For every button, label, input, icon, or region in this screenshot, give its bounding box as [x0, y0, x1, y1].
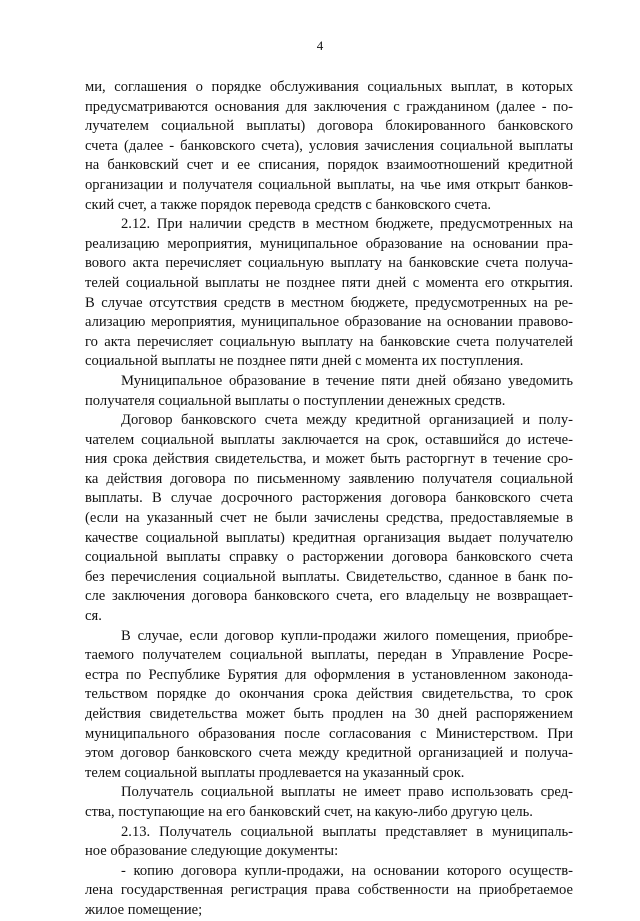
text-line: В случае, если договор купли-продажи жилого помещения, приобре- — [121, 627, 573, 644]
text-line: организации и получателя социальной выплаты, на чье имя открыт банков- — [85, 176, 573, 193]
text-line: предусматриваются основания для заключения с гражданином (далее - по- — [85, 98, 573, 115]
text-line: 2.12. При наличии средств в местном бюджете, предусмотренных на — [121, 216, 573, 233]
text-line: выплаты. В случае досрочного расторжения договора банковского счета — [85, 490, 573, 507]
text-line: этом договор банковского счета между кредитной организацией и получа- — [85, 745, 573, 762]
text-line: лучателем социальной выплаты) договора блокированного банковского — [85, 118, 573, 135]
text-line: социальной выплаты не позднее пяти дней с момента их поступления. — [85, 353, 524, 370]
text-line: го акта перечисляет социальную выплату на банковские счета получателей — [85, 333, 573, 350]
text-line: ка действия договора по письменному заявлению получателя социальной — [85, 470, 573, 487]
text-line: реализацию мероприятия, муниципальное образование на основании пра- — [85, 235, 573, 252]
text-line: естра по Республике Бурятия для оформления в установленном законода- — [85, 666, 573, 683]
text-line: муниципального образования после согласования с Министерством. При — [85, 725, 573, 742]
text-line: Получатель социальной выплаты не имеет право использовать сред- — [121, 784, 573, 801]
text-line: счета (далее - банковского счета), условия зачисления социальной выплаты — [85, 137, 573, 154]
text-line: вового акта перечисляет социальную выплату на банковские счета получа- — [85, 255, 573, 272]
text-line: действия свидетельства может быть продлен на 30 дней распоряжением — [85, 706, 573, 722]
text-line: Договор банковского счета между кредитной организацией и полу- — [121, 412, 573, 429]
text-line: лена государственная регистрация права собственности на приобретаемое — [85, 882, 573, 899]
text-line: социальной выплаты справку о расторжении договора банковского счета — [85, 549, 573, 566]
text-line: - копию договора купли-продажи, на основании которого осуществ- — [121, 862, 573, 879]
text-line: тельством порядке до окончания срока действия свидетельства, то срок — [85, 686, 573, 703]
text-line: телей социальной выплаты не позднее пяти дней с момента его открытия. — [85, 274, 573, 291]
text-line: ализацию мероприятия, муниципальное образование на основании правово- — [85, 314, 573, 331]
text-line: ми, соглашения о порядке обслуживания социальных выплат, в которых — [85, 79, 573, 95]
text-line: В случае отсутствия средств в местном бюджете, предусмотренных на ре- — [85, 294, 573, 311]
text-line: ное образование следующие документы: — [85, 843, 339, 860]
document-body — [85, 78, 573, 921]
text-line: жилое помещение; — [85, 901, 203, 918]
text-line: ся. — [85, 608, 102, 625]
text-line: таемого получателем социальной выплаты, передан в Управление Росре- — [85, 647, 573, 664]
text-line: чателем социальной выплаты заключается на срок, оставшийся до истече- — [85, 431, 573, 448]
text-line: ский счет, а также порядок перевода средств с банковского счета. — [85, 196, 492, 213]
text-line: качестве социальной выплаты) кредитная организация выдает получателю — [85, 529, 573, 546]
page-number: 4 — [316, 38, 324, 53]
text-line: ства, поступающие на его банковский счет, на какую-либо другую цель. — [85, 803, 533, 820]
text-line: без перечисления социальной выплаты. Свидетельство, сданное в банк по- — [85, 568, 573, 585]
text-line: 2.13. Получатель социальной выплаты представляет в муниципаль- — [121, 823, 573, 840]
text-line: Муниципальное образование в течение пяти дней обязано уведомить — [121, 372, 573, 389]
text-line: ния срока действия свидетельства, и может быть расторгнут в течение сро- — [85, 451, 573, 468]
text-line: получателя социальной выплаты о поступлении денежных средств. — [85, 392, 506, 409]
text-line: сле заключения договора банковского счета, его владельцу не возвращает- — [85, 588, 573, 605]
text-line: (если на указанный счет не были зачислены средства, предоставляемые в — [85, 510, 573, 527]
text-line: на банковский счет и ее списания, порядок взаимоотношений кредитной — [85, 157, 573, 174]
text-line: телем социальной выплаты продлевается на указанный срок. — [85, 764, 465, 781]
